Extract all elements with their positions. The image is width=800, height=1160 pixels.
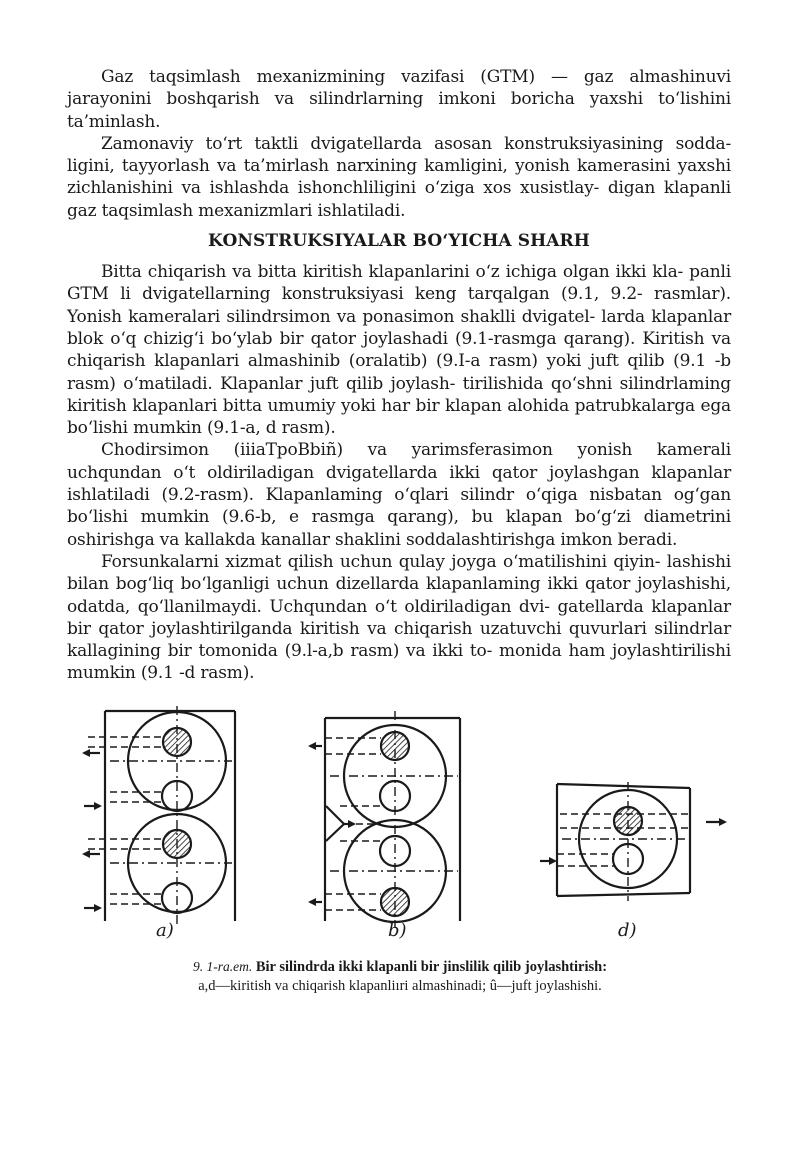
section-heading: KONSTRUKSIYALAR BO‘YICHA SHARH (208, 231, 590, 252)
figure-9-1 (70, 706, 730, 950)
figure-caption (60, 957, 740, 996)
caption-line-2: a,d—kiritish va chiqarish klapanliıri almashinadi; û—juft joylashishi. (198, 978, 602, 994)
figure-label-d: d) (618, 920, 637, 941)
caption-number: 9. 1-ra.em. (192, 959, 253, 974)
diagram-d (540, 782, 727, 901)
diagram-a (82, 706, 235, 928)
figure-label-b: b) (388, 920, 407, 941)
diagram-b (308, 711, 460, 928)
paragraph: Chodirsimon (iiiaTpoBbiñ) va yarimsferasimon yonish kamerali uchqundan o‘t oldiriladigan dvigatellarda ikki qator joylashgan klapanlar ishlatiladi (9.2-rasm). Klapanlaming o‘qlari silindr o‘qiga nisbatan og‘gan bo‘lishi mumkin (9.6-b, e rasmga qarang), bu klapan bo‘g‘zi diametrini oshirishga va kallakda kanallar shaklini soddalashtirishga imkon beradi. (67, 440, 731, 550)
caption-title: Bir silindrda ikki klapanli bir jinslilik qilib joylashtirish: (255, 959, 608, 975)
paragraph: Bitta chiqarish va bitta kiritish klapanlarini o‘z ichiga olgan ikki kla- panli GTM li dvigatellarning konstruksiyasi keng tarqalgan (9.1, 9.2- rasmlar). Yonish kameralari silindrsimon va ponasimon shaklli dvigatel- larda klapanlar blok o‘q chizig‘i bo‘ylab bir qator joylashadi (9.1-rasmga qarang). Kiritish va chiqarish klapanlari almashinib (oralatib) (9.I-a rasm) yoki juft qilib (9.1 -b rasm) o‘matiladi. Klapanlar juft qilib joylash- tirilishida qo‘shni silindrlaming kiritish klapanlari bitta umumiy yoki har bir klapan alohida patrubkalarga ega bo‘lishi mumkin (9.1-a, d rasm). (67, 262, 731, 439)
paragraph: Gaz taqsimlash mexanizmining vazifasi (GTM) — gaz almashinuvi jarayonini boshqarish va silindrlarning imkoni boricha yaxshi to‘lishini ta’minlash. (67, 67, 731, 132)
figure-label-a: a) (156, 920, 174, 941)
paragraph: Zamonaviy to‘rt taktli dvigatellarda asosan konstruksiyasining sodda- ligini, tayyorlash va ta’mirlash narxining kamligini, yonish kamerasini yaxshi zichlanishini va ishlashda ishonchliligini o‘ziga xos xusistlay- digan klapanli gaz taqsimlash mexanizmlari ishlatiladi. (67, 133, 731, 221)
body-text (67, 66, 731, 685)
valve-layout-diagram (70, 706, 730, 950)
paragraph: Forsunkalarni xizmat qilish uchun qulay joyga o‘matilishini qiyin- lashishi bilan bog‘liq bo‘lganligi uchun dizellarda klapanlaming ikki qator joylashishi, odatda, qo‘llanilmaydi. Uchqundan o‘t oldiriladigan dvi- gatellarda klapanlar bir qator joylashtirilganda kiritish va chiqarish uzatuvchi quvurlari silindrlar kallagining bir tomonida (9.l-a,b rasm) va ikki to- monida ham joylashtirilishi mumkin (9.1 -d rasm). (67, 551, 731, 684)
